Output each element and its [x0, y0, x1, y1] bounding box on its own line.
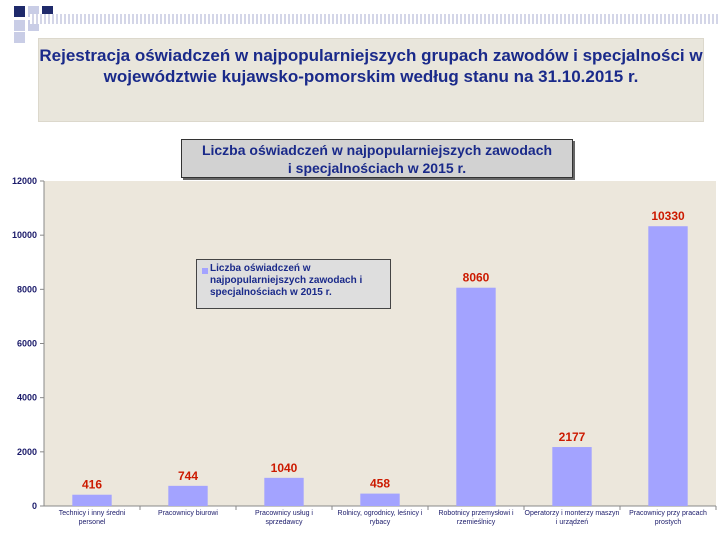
y-tick-label: 10000 [11, 230, 37, 241]
x-tick-label-line: Rolnicy, ogrodnicy, leśnicy i [337, 510, 423, 517]
y-tick-label: 12000 [11, 176, 37, 186]
x-tick-label [438, 510, 514, 526]
bar [552, 447, 591, 506]
x-tick-label [525, 510, 620, 526]
data-label: 416 [81, 477, 103, 492]
legend-line-1: Liczba oświadczeń w [210, 263, 311, 274]
bar [168, 486, 207, 506]
x-tick-label-line: Pracownicy usług i [255, 510, 313, 517]
y-tick-label: 0 [31, 501, 37, 511]
data-label: 2177 [558, 430, 586, 445]
chart-title-line-1: Liczba oświadczeń w najpopularniejszych zawodach [201, 142, 553, 158]
x-tick-label [338, 510, 423, 526]
x-tick-label [158, 510, 218, 517]
x-tick-label-line: personel [78, 519, 106, 526]
x-tick-label [629, 510, 707, 526]
data-label: 8060 [462, 270, 490, 285]
x-tick-label-line: Pracownicy przy pracach [629, 510, 707, 517]
legend-line-3: specjalnościach w 2015 r. [210, 287, 332, 298]
legend-text [210, 263, 388, 299]
x-tick-label-line: rybacy [369, 519, 391, 526]
bar [648, 226, 687, 506]
x-tick-label-line: Robotnicy przemysłowi i [438, 510, 514, 517]
x-tick-label-line: Operatorzy i monterzy maszyn [524, 510, 620, 517]
bar [264, 478, 303, 506]
chart-title-box [181, 139, 573, 178]
x-tick-label-line: Technicy i inny średni [58, 510, 126, 517]
data-label: 458 [369, 476, 391, 491]
data-label: 744 [177, 468, 199, 483]
x-tick-label [255, 510, 313, 526]
legend [196, 259, 391, 309]
x-tick-label-line: sprzedawcy [265, 519, 303, 526]
data-label: 1040 [270, 460, 298, 475]
legend-line-2: najpopularniejszych zawodach i [210, 275, 363, 286]
y-tick-label: 4000 [16, 392, 37, 403]
x-tick-label-line: i urządzeń [555, 519, 589, 526]
x-tick-label-line: Pracownicy biurowi [158, 510, 218, 517]
bar [456, 288, 495, 506]
data-label: 10330 [651, 209, 685, 224]
x-tick-label [59, 510, 126, 526]
slide-title: Rejestracja oświadczeń w najpopularniejszych grupach zawodów i specjalności w województwie kujawsko-pomorskim według stanu na 31.10.2015 r. [39, 46, 703, 86]
y-tick-label: 2000 [16, 446, 37, 457]
x-tick-label-line: prostych [654, 519, 682, 526]
y-tick-label: 6000 [16, 338, 37, 349]
bar [360, 494, 399, 506]
bar [72, 495, 111, 506]
x-tick-label-line: rzemieślnicy [456, 519, 496, 526]
y-tick-label: 8000 [16, 284, 37, 295]
chart-title-line-2: i specjalnościach w 2015 r. [287, 160, 467, 176]
legend-swatch [202, 268, 208, 274]
